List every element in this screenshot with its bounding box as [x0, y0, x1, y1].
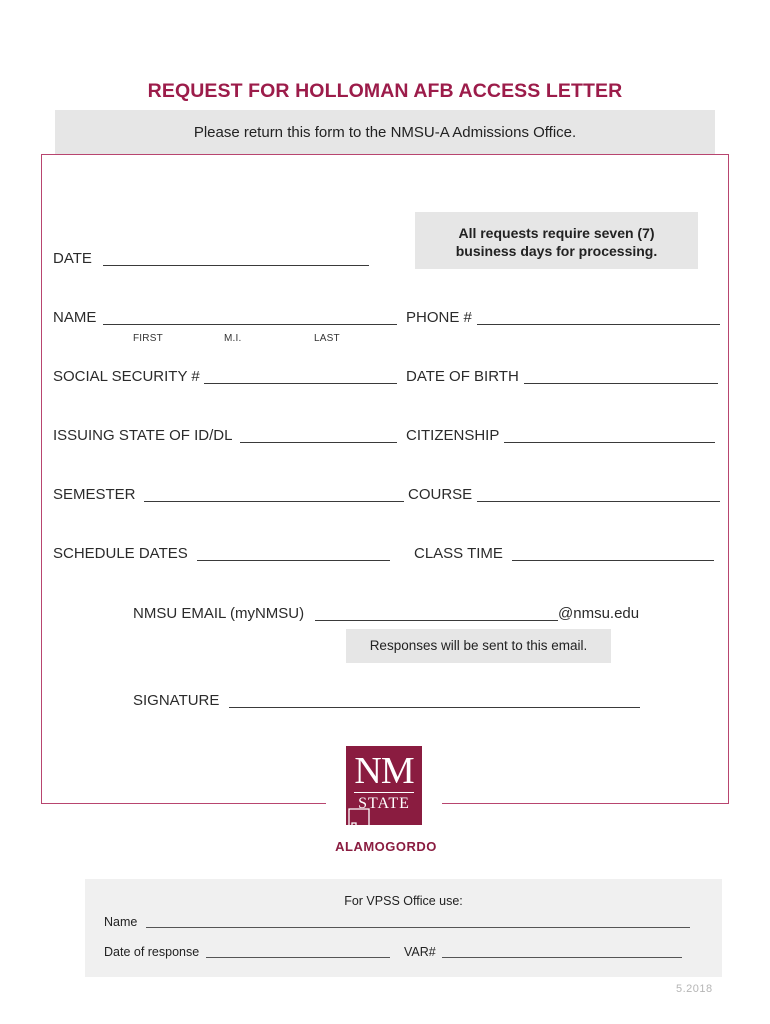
date-label: DATE — [53, 250, 92, 267]
processing-notice — [415, 212, 698, 269]
subtitle-text: Please return this form to the NMSU-A Admissions Office. — [193, 124, 577, 141]
office-date-label: Date of response — [104, 945, 200, 959]
office-name-label: Name — [104, 915, 138, 929]
issuing-state-label: ISSUING STATE OF ID/DL — [53, 427, 233, 444]
class-time-field[interactable] — [512, 548, 714, 561]
phone-field[interactable] — [477, 312, 720, 325]
schedule-dates-field[interactable] — [197, 548, 390, 561]
new-mexico-map-icon — [348, 808, 372, 828]
email-domain: @nmsu.edu — [558, 605, 640, 622]
form-title: REQUEST FOR HOLLOMAN AFB ACCESS LETTER — [147, 80, 623, 102]
email-label: NMSU EMAIL (myNMSU) — [133, 605, 305, 622]
issuing-state-field[interactable] — [240, 430, 397, 443]
course-label: COURSE — [408, 486, 473, 503]
logo-state-text: STATE — [358, 795, 410, 812]
class-time-label: CLASS TIME — [414, 545, 503, 562]
name-mi-caption: M.I. — [224, 333, 242, 344]
semester-label: SEMESTER — [53, 486, 136, 503]
campus-name: ALAMOGORDO — [335, 839, 437, 854]
office-var-label: VAR# — [404, 945, 436, 959]
semester-field[interactable] — [144, 489, 404, 502]
name-first-caption: FIRST — [133, 333, 163, 344]
office-date-field[interactable] — [206, 947, 390, 958]
dob-field[interactable] — [524, 371, 718, 384]
notice-line-2: business days for processing. — [455, 243, 658, 259]
name-last-caption: LAST — [314, 333, 340, 344]
ssn-label: SOCIAL SECURITY # — [53, 368, 200, 385]
email-note: Responses will be sent to this email. — [346, 629, 611, 663]
name-field[interactable] — [103, 312, 397, 325]
citizenship-field[interactable] — [504, 430, 715, 443]
phone-label: PHONE # — [406, 309, 472, 326]
notice-line-1: All requests require seven (7) — [458, 225, 655, 241]
office-use-title: For VPSS Office use: — [344, 894, 463, 908]
schedule-dates-label: SCHEDULE DATES — [53, 545, 188, 562]
signature-field[interactable] — [229, 695, 640, 708]
course-field[interactable] — [477, 489, 720, 502]
signature-label: SIGNATURE — [133, 692, 220, 709]
name-label: NAME — [53, 309, 97, 326]
form-version: 5.2018 — [676, 983, 713, 995]
date-field[interactable] — [103, 253, 369, 266]
logo-divider — [354, 792, 414, 793]
ssn-field[interactable] — [204, 371, 397, 384]
office-var-field[interactable] — [442, 947, 682, 958]
office-name-field[interactable] — [146, 917, 690, 928]
citizenship-label: CITIZENSHIP — [406, 427, 500, 444]
dob-label: DATE OF BIRTH — [406, 368, 519, 385]
email-field[interactable] — [315, 608, 558, 621]
logo-nm-text: NM — [354, 750, 414, 792]
